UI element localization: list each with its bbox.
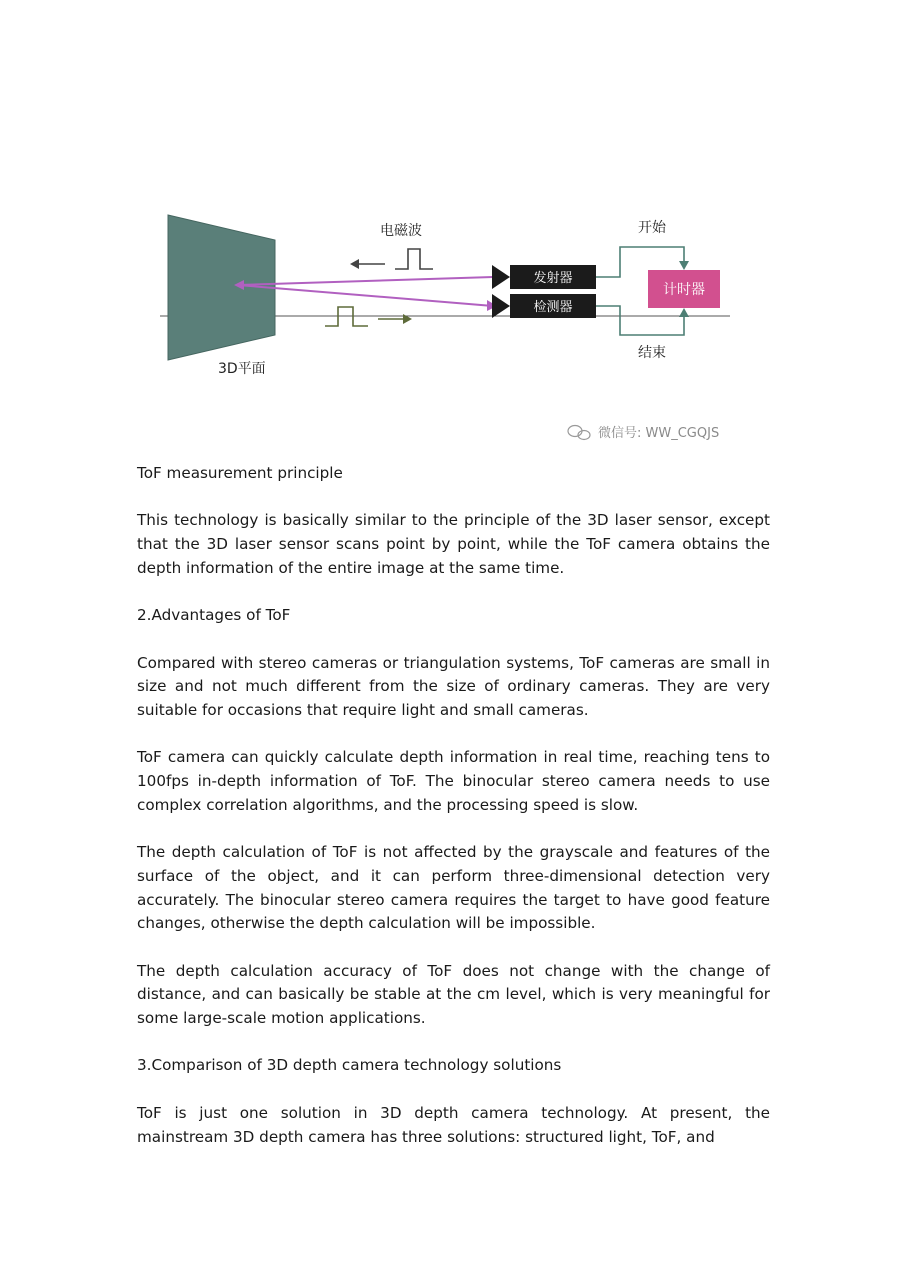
paragraph: ToF is just one solution in 3D depth camera technology. At present, the mainstream 3D depth camera has three solutions: structured light, ToF, and	[137, 1103, 770, 1146]
end-label: 结束	[638, 345, 666, 361]
paragraph: The depth calculation of ToF is not affected by the grayscale and features of the surface of the object, and it can perform three-dimensional detection very accurately. The binocular stereo camera requires the target to have good feature changes, otherwise the depth calculation will be impossible.	[137, 843, 770, 933]
return-signal	[238, 285, 493, 306]
figure-caption: ToF measurement principle	[137, 464, 343, 482]
watermark-text: 微信号: WW_CGQJS	[598, 426, 720, 441]
timer-label: 计时器	[663, 282, 705, 298]
detector-triangle	[492, 294, 510, 318]
start-connector-head	[679, 261, 689, 270]
end-connector	[596, 306, 684, 335]
wechat-icon	[568, 426, 590, 440]
plane-label: 3D平面	[218, 361, 266, 377]
start-label: 开始	[638, 220, 666, 236]
section-heading: 3.Comparison of 3D depth camera technology solutions	[137, 1056, 562, 1075]
paragraph: Compared with stereo cameras or triangulation systems, ToF cameras are small in size and not much different from the size of ordinary cameras. They are very suitable for occasions that require light and small cameras.	[137, 653, 770, 719]
emitter-label: 发射器	[533, 271, 573, 286]
paragraph: ToF camera can quickly calculate depth information in real time, reaching tens to 100fps in-depth information of ToF. The binocular stereo camera needs to use complex correlation algorithms, and the processing speed is slow.	[137, 748, 770, 814]
end-connector-head	[679, 308, 689, 317]
emitter-triangle	[492, 265, 510, 289]
wave-label: 电磁波	[380, 223, 422, 239]
pulse-top	[395, 249, 433, 269]
arrow-left-head	[350, 259, 359, 269]
tof-diagram	[150, 195, 750, 455]
paragraph: The depth calculation accuracy of ToF does not change with the change of distance, and can basically be stable at the cm level, which is very meaningful for some large-scale motion applications.	[137, 961, 770, 1028]
detector-label: 检测器	[533, 300, 573, 315]
tof-diagram-svg	[150, 195, 750, 455]
section-heading: 2.Advantages of ToF	[137, 606, 291, 625]
body-text	[137, 462, 770, 1149]
paragraph: This technology is basically similar to the principle of the 3D laser sensor, except that the 3D laser sensor scans point by point, while the ToF camera obtains the depth information of the entire image at the same time.	[137, 511, 770, 577]
emit-signal	[238, 277, 493, 285]
